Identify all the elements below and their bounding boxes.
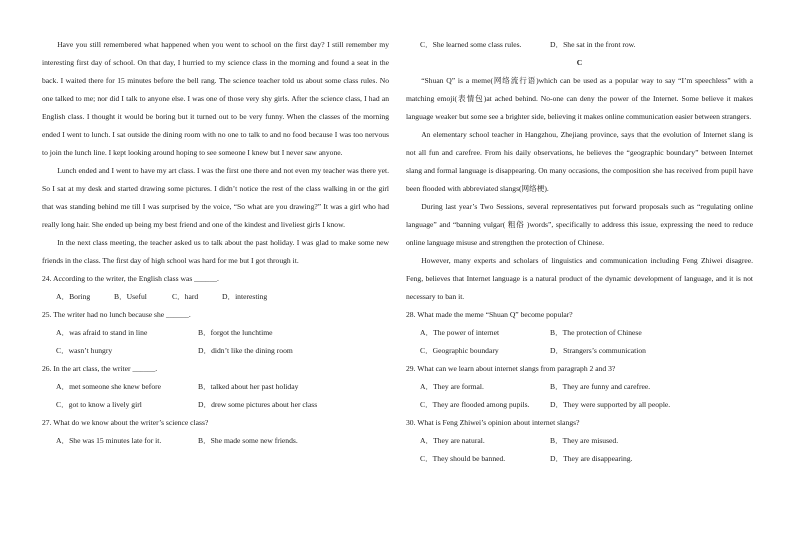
question-30-stem: 30. What is Feng Zhiwei’s opinion about internet slangs? [406,418,580,427]
option-d: D．They were supported by all people. [550,400,671,409]
option-a: A．was afraid to stand in line [56,328,148,337]
question-30-options-cd [406,450,753,468]
option-a: A．The power of internet [420,328,500,337]
right-column [406,36,753,468]
question-29-options-ab [406,378,753,396]
question-30-options-ab [406,432,753,450]
option-c: C．They should be banned. [420,454,506,463]
left-column [42,36,389,450]
question-24-options [42,288,389,306]
option-c: C．got to know a lively girl [56,400,142,409]
question-27-stem: 27. What do we know about the writer’s science class? [42,418,209,427]
option-d: D．drew some pictures about her class [198,400,318,409]
option-a: A．Boring [56,292,91,301]
option-a: A．They are natural. [420,436,485,445]
option-b: B．She made some new friends. [198,436,298,445]
question-27-options-cd [406,36,753,54]
option-c: C．Geographic boundary [420,346,499,355]
option-c: C．wasn’t hungry [56,346,113,355]
option-b: B．The protection of Chinese [550,328,642,337]
passage-paragraph: An elementary school teacher in Hangzhou, Zhejiang province, says that the evolution of Internet slang is not all fun and carefree. From his daily observations, he believes the “geographic boundary” between Internet slang and formal language is disappearing. On many occasions, the composition she has received from pupil have been flooded with abbreviated slangs(网络梗). [406,130,753,193]
question-28-options-ab [406,324,753,342]
option-d: D．interesting [222,292,268,301]
option-d: D．Strangers’s communication [550,346,646,355]
option-d: D．They are disappearing. [550,454,633,463]
option-b: B．talked about her past holiday [198,382,299,391]
passage-paragraph: Lunch ended and I went to have my art class. I was the first one there and not even my teacher was there yet. So I sat at my desk and started drawing some pictures. I didn’t notice the rest of the class walking in or the girl that was standing behind me till I was surprised by the voice, “So what are you drawing?” It was a girl who had really long hair. She ended up being my best friend and one of the kindest and liveliest girls I know. [42,166,389,229]
question-26-stem: 26. In the art class, the writer ______. [42,364,158,373]
option-c: C．She learned some class rules. [420,40,522,49]
question-28-stem: 28. What made the meme “Shuan Q” become popular? [406,310,573,319]
option-c: C．hard [172,292,199,301]
option-a: A．She was 15 minutes late for it. [56,436,162,445]
passage-paragraph: During last year’s Two Sessions, several representatives put forward proposals such as “regulating online language” and “banning vulgar( 粗俗 )words”, specifically to address this issue, expressing the need to reduce online language misuse and strengthen the protection of Chinese. [406,202,753,247]
option-a: A．met someone she knew before [56,382,162,391]
passage-paragraph: In the next class meeting, the teacher asked us to talk about the past holiday. I was glad to make some new friends in the class. The first day of high school was hard for me but I got through it. [42,238,389,265]
question-26-options-cd [42,396,389,414]
question-25-stem: 25. The writer had no lunch because she ______. [42,310,191,319]
question-25-options-cd [42,342,389,360]
option-b: B．They are funny and carefree. [550,382,651,391]
question-27-options-ab [42,432,389,450]
option-d: D．She sat in the front row. [550,40,636,49]
section-label: C [576,58,583,67]
option-a: A．They are formal. [420,382,484,391]
question-24-stem: 24. According to the writer, the English class was ______. [42,274,219,283]
passage-paragraph: Have you still remembered what happened when you went to school on the first day? I still remember my interesting first day of school. On that day, I hurried to my science class in the morning and found a seat in the back. I waited there for 15 minutes before the bell rang. The science teacher told us about some class rules. No one talked to me; nor did I talk to anyone else. I was one of those very shy girls. After the science class, I had an English class. I thought it would be boring but it turned out to be very funny. When the classes of the morning ended I went to lunch. I sat outside the dining room with no one to talk to and no food because I was too nervous to join the lunch line. I kept looking around hoping to see someone I knew but I never saw anyone. [42,40,389,157]
option-b: B．Useful [114,292,147,301]
option-b: B．forgot the lunchtime [198,328,273,337]
passage-paragraph: However, many experts and scholars of linguistics and communication including Feng Zhiwei disagree. Feng, believes that Internet language is a natural product of the dynamic development of language, and it is not necessary to ban it. [406,256,753,301]
question-29-options-cd [406,396,753,414]
option-c: C．They are flooded among pupils. [420,400,530,409]
question-25-options-ab [42,324,389,342]
question-28-options-cd [406,342,753,360]
option-d: D．didn’t like the dining room [198,346,293,355]
question-26-options-ab [42,378,389,396]
question-29-stem: 29. What can we learn about internet slangs from paragraph 2 and 3? [406,364,616,373]
option-b: B．They are misused. [550,436,619,445]
passage-paragraph: “Shuan Q” is a meme(网络流行语)which can be used as a popular way to say “I’m speechless” with a matching emoji(表情包)at ached behind. No-one can deny the power of the Internet. Some believe it makes language weaker but some see a brighter side, believing it makes online communication easier between strangers. [406,76,753,121]
